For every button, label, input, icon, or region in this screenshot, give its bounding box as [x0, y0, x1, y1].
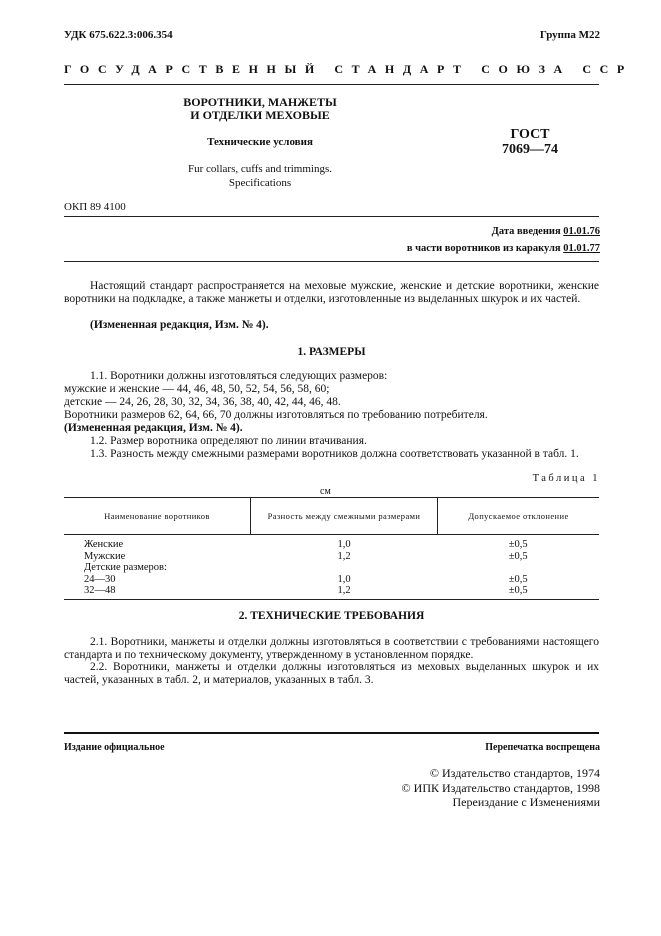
intro-amendment: (Измененная редакция, Изм. № 4). — [90, 319, 269, 331]
table-1-label: Таблица 1 — [532, 473, 600, 484]
table-cell-name: Детские размеров: — [84, 562, 167, 573]
table-header-difference: Разность между смежными размерами — [251, 498, 438, 535]
table-cell-difference: 1,0 — [337, 539, 351, 550]
karakul-date-label: в части воротников из каракуля — [406, 243, 561, 254]
sizes-on-request: Воротники размеров 62, 64, 66, 70 должны изготовляться по требованию потребителя. — [64, 409, 488, 421]
table-cell-tolerance — [438, 562, 600, 574]
table-cell-tolerance: ±0,5 — [508, 573, 528, 585]
clause-1-2: 1.2. Размер воротника определяют по линии втачивания. — [90, 435, 367, 447]
table-row — [64, 585, 599, 599]
header-rule — [64, 84, 599, 85]
dates-rule — [64, 261, 599, 262]
udc-code: УДК 675.622.3:006.354 — [64, 29, 173, 41]
table-cell-name: 32—48 — [64, 585, 251, 599]
gost-code: 7069—74 — [502, 142, 558, 157]
copyright-block — [402, 766, 600, 810]
table-row — [64, 562, 599, 574]
document-subtitle: Технические условия — [207, 136, 313, 148]
clause-2-1: 2.1. Воротники, манжеты и отделки должны изготовляться в соответствии с требованиями настоящего стандарта и по техническому документу, утвержденному в установленном порядке. — [64, 636, 599, 661]
section-2-title: 2. ТЕХНИЧЕСКИЕ ТРЕБОВАНИЯ — [238, 610, 425, 622]
table-row — [64, 535, 599, 551]
intro-paragraph: Настоящий стандарт распространяется на меховые мужские, женские и детские воротники, женские воротники на подкладке, а также манжеты и отделки, изготовленные из выделанных шкурок и их частей. — [64, 280, 599, 305]
clause-2-2: 2.2. Воротники, манжеты и отделки должны изготовляться из меховых выделанных шкурок и их частей, указанных в табл. 2, и материалов, указанных в табл. 3. — [64, 661, 599, 686]
table-cell-name: Мужские — [84, 550, 126, 562]
intro-date-value: 01.01.76 — [563, 226, 600, 237]
english-title-line-1: Fur collars, cuffs and trimmings. — [188, 163, 332, 175]
document-title — [130, 96, 390, 122]
copyright-1974: © Издательство стандартов, 1974 — [429, 766, 600, 780]
table-cell-difference — [251, 562, 438, 574]
intro-date — [492, 226, 600, 237]
table-cell-name: 24—30 — [84, 573, 116, 585]
table-cell-difference: 1,0 — [337, 573, 351, 585]
title-line-2: И ОТДЕЛКИ МЕХОВЫЕ — [190, 108, 330, 122]
english-title-line-2: Specifications — [228, 177, 292, 189]
section-1-title: 1. РАЗМЕРЫ — [297, 346, 366, 358]
clause-1-3: 1.3. Разность между смежными размерами воротников должна соответствовать указанной в табл. 1. — [90, 448, 579, 460]
footer-rule — [64, 732, 599, 734]
gost-number — [470, 127, 590, 157]
table-header-row — [64, 498, 599, 535]
english-title — [130, 162, 390, 190]
copyright-1998: © ИПК Издательство стандартов, 1998 — [401, 780, 600, 795]
table-cell-tolerance: ±0,5 — [508, 550, 528, 562]
sizes-children: детские — 24, 26, 28, 30, 32, 34, 36, 38, 40, 42, 44, 46, 48. — [64, 396, 341, 408]
karakul-date — [407, 243, 600, 254]
title-line-1: ВОРОТНИКИ, МАНЖЕТЫ — [183, 95, 337, 109]
table-row — [64, 574, 599, 586]
table-header-name: Наименование воротников — [64, 498, 251, 535]
table-cell-tolerance: ±0,5 — [508, 539, 528, 550]
okp-code: ОКП 89 4100 — [64, 201, 126, 213]
sizes-men-women: мужские и женские — 44, 46, 48, 50, 52, 54, 56, 58, 60; — [64, 383, 330, 395]
reissue-note: Переиздание с Изменениями — [452, 795, 600, 809]
table-cell-name: Женские — [84, 539, 124, 550]
section-1-text — [64, 370, 599, 461]
intro-date-label: Дата введения — [491, 226, 561, 237]
okp-rule — [64, 216, 599, 217]
state-standard-heading: ГОСУДАРСТВЕННЫЙ СТАНДАРТ СОЮЗА ССР — [64, 62, 633, 76]
table-1-unit: см — [320, 486, 331, 497]
table-1 — [64, 497, 599, 600]
table-cell-tolerance: ±0,5 — [438, 585, 600, 599]
reprint-notice: Перепечатка воспрещена — [485, 742, 600, 753]
official-edition: Издание официальное — [64, 742, 165, 753]
table-cell-difference: 1,2 — [337, 550, 351, 562]
table-row — [64, 551, 599, 563]
table-cell-difference: 1,2 — [251, 585, 438, 599]
section-1-amendment: (Измененная редакция, Изм. № 4). — [64, 422, 243, 434]
gost-label: ГОСТ — [510, 127, 550, 142]
karakul-date-value: 01.01.77 — [563, 243, 600, 254]
group-code: Группа М22 — [539, 29, 600, 41]
table-header-tolerance: Допускаемое отклонение — [438, 498, 600, 535]
clause-1-1: 1.1. Воротники должны изготовляться следующих размеров: — [90, 370, 388, 382]
